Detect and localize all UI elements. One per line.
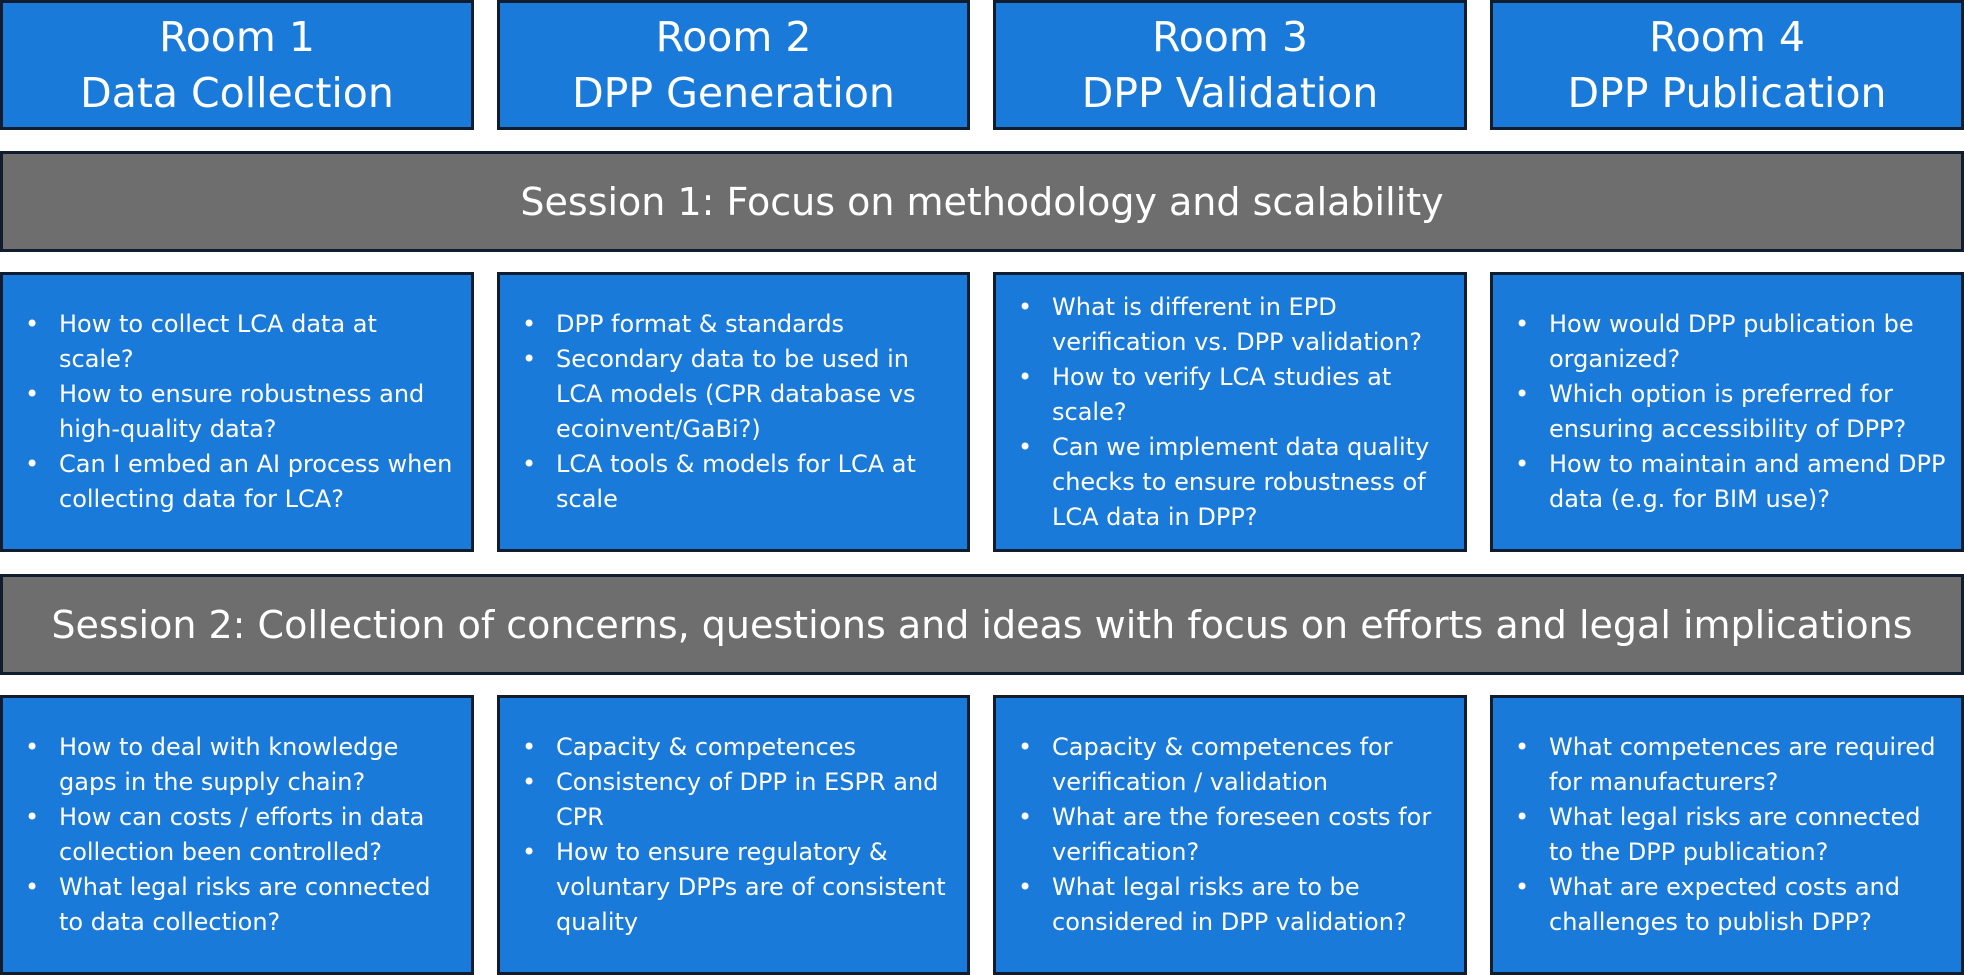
- question-list: [520, 307, 955, 517]
- question-item: • How to verify LCA studies at scale?: [1016, 360, 1452, 430]
- question-item: • How can costs / efforts in data collection been controlled?: [23, 800, 459, 870]
- question-list: [1513, 730, 1949, 940]
- question-list: [1016, 290, 1452, 535]
- question-item: • What are expected costs and challenges to publish DPP?: [1513, 870, 1949, 940]
- question-item: • Capacity & competences for verification / validation: [1016, 730, 1452, 800]
- room-4-subtitle: DPP Publication: [1567, 69, 1887, 117]
- question-list: [520, 730, 955, 940]
- question-list: [23, 307, 459, 517]
- question-item: • What are the foreseen costs for verification?: [1016, 800, 1452, 870]
- room-2-subtitle: DPP Generation: [572, 69, 895, 117]
- question-item: • Consistency of DPP in ESPR and CPR: [520, 765, 955, 835]
- question-item: • Can I embed an AI process when collecting data for LCA?: [23, 447, 459, 517]
- room-3-title: Room 3: [1152, 13, 1308, 61]
- question-list: [23, 730, 459, 940]
- session-2-room-4-questions: [1490, 695, 1964, 975]
- session-1-room-2-questions: [497, 272, 970, 552]
- session-1-banner: [0, 151, 1964, 252]
- question-item: • How would DPP publication be organized?: [1513, 307, 1949, 377]
- room-4-title: Room 4: [1649, 13, 1805, 61]
- session-1-room-3-questions: [993, 272, 1467, 552]
- question-item: • Secondary data to be used in LCA models (CPR database vs ecoinvent/GaBi?): [520, 342, 955, 447]
- question-item: • Which option is preferred for ensuring accessibility of DPP?: [1513, 377, 1949, 447]
- session-2-banner: [0, 574, 1964, 675]
- room-2-header: [497, 0, 970, 130]
- question-item: • What legal risks are to be considered in DPP validation?: [1016, 870, 1452, 940]
- session-2-title: Session 2: Collection of concerns, questions and ideas with focus on efforts and legal implications: [51, 602, 1913, 647]
- question-item: • What is different in EPD verification vs. DPP validation?: [1016, 290, 1452, 360]
- question-item: • Can we implement data quality checks to ensure robustness of LCA data in DPP?: [1016, 430, 1452, 535]
- question-item: • What legal risks are connected to the DPP publication?: [1513, 800, 1949, 870]
- question-item: • How to ensure robustness and high-quality data?: [23, 377, 459, 447]
- question-item: • DPP format & standards: [520, 307, 955, 342]
- question-list: [1016, 730, 1452, 940]
- session-1-title: Session 1: Focus on methodology and scalability: [520, 179, 1444, 224]
- session-2-room-2-questions: [497, 695, 970, 975]
- question-item: • LCA tools & models for LCA at scale: [520, 447, 955, 517]
- session-2-room-1-questions: [0, 695, 474, 975]
- room-1-subtitle: Data Collection: [80, 69, 394, 117]
- question-list: [1513, 307, 1949, 517]
- question-item: • How to maintain and amend DPP data (e.g. for BIM use)?: [1513, 447, 1949, 517]
- room-3-header: [993, 0, 1467, 130]
- room-4-header: [1490, 0, 1964, 130]
- question-item: • Capacity & competences: [520, 730, 955, 765]
- session-1-room-4-questions: [1490, 272, 1964, 552]
- room-1-title: Room 1: [159, 13, 315, 61]
- question-item: • What legal risks are connected to data collection?: [23, 870, 459, 940]
- question-item: • How to collect LCA data at scale?: [23, 307, 459, 377]
- question-item: • What competences are required for manufacturers?: [1513, 730, 1949, 800]
- session-1-room-1-questions: [0, 272, 474, 552]
- room-2-title: Room 2: [655, 13, 812, 61]
- question-item: • How to deal with knowledge gaps in the supply chain?: [23, 730, 459, 800]
- question-item: • How to ensure regulatory & voluntary DPPs are of consistent quality: [520, 835, 955, 940]
- room-1-header: [0, 0, 474, 130]
- room-3-subtitle: DPP Validation: [1081, 69, 1379, 117]
- session-2-room-3-questions: [993, 695, 1467, 975]
